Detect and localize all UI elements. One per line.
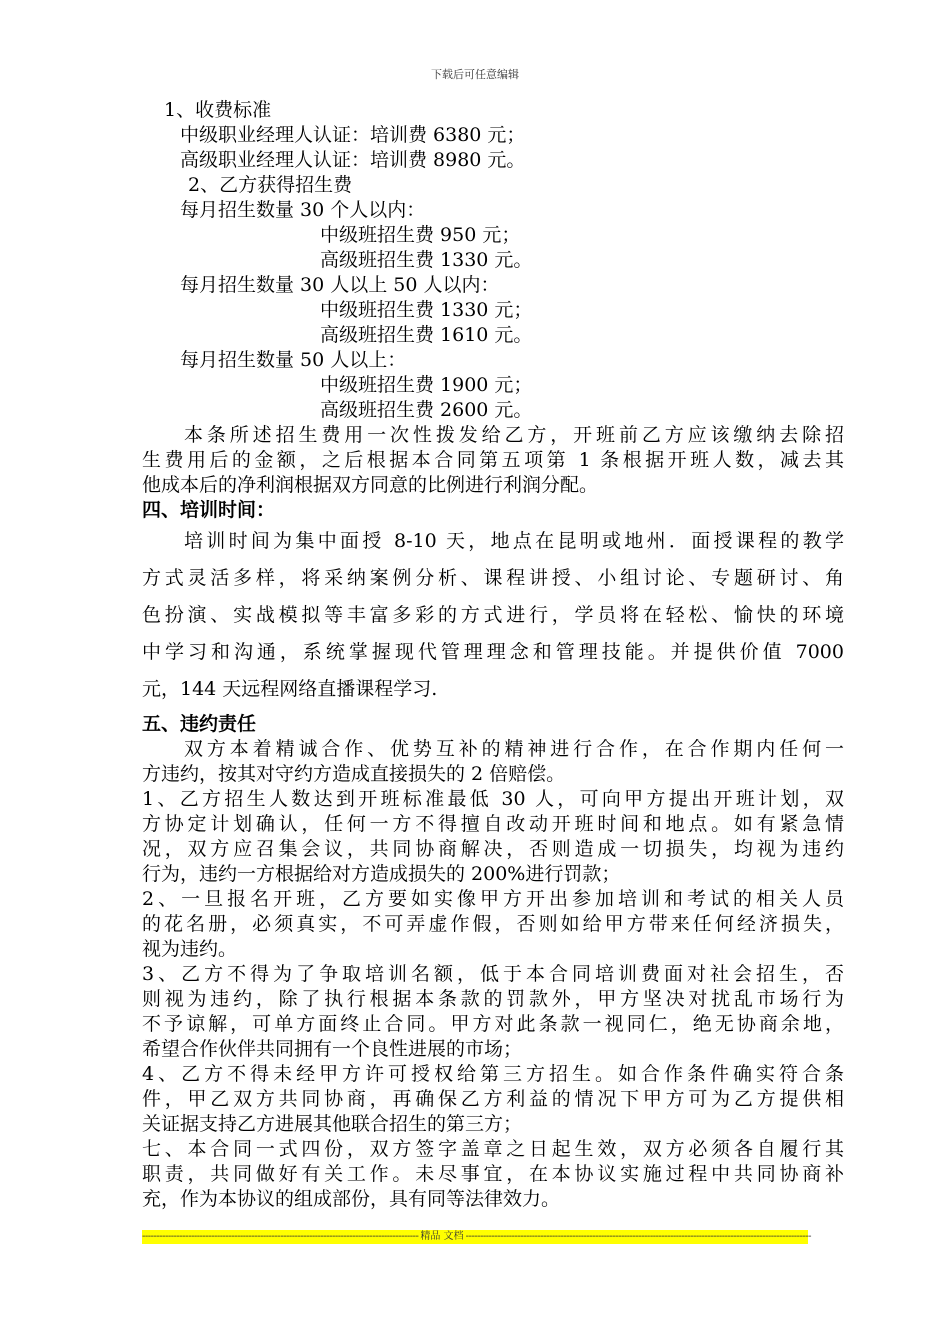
tier-fee-line: 中级班招生费 1330 元；: [320, 299, 533, 321]
clause-line: 则视为违约，除了执行根据本条款的罚款外，甲方坚决对扰乱市场行为: [142, 988, 844, 1010]
footer-label: 精品 文档: [420, 1231, 464, 1242]
section-enrollment-fee-heading: 2、乙方获得招生费: [188, 174, 353, 196]
tier-heading: 每月招生数量 50 人以上：: [180, 349, 407, 371]
tier-fee-line: 高级班招生费 1610 元。: [320, 324, 533, 346]
footer-dashes-right: ------------------------------------------------------------------------------------------------------------------------: [465, 1231, 812, 1242]
paragraph-line: 元，144 天远程网络直播课程学习.: [142, 678, 438, 700]
clause-line: 不予谅解，可单方面终止合同。甲方对此条款一视同仁，绝无协商余地，: [142, 1013, 844, 1035]
clause-line: 希望合作伙伴共同拥有一个良性进展的市场；: [142, 1038, 523, 1060]
tier-heading: 每月招生数量 30 个人以内：: [180, 199, 426, 221]
clause-line: 件，甲乙双方共同协商，再确保乙方利益的情况下甲方可为乙方提供相: [142, 1088, 844, 1110]
clause-line: 2、一旦报名开班，乙方要如实像甲方开出参加培训和考试的相关人员: [142, 888, 844, 910]
clause-line: 行为，违约一方根据给对方造成损失的 200%进行罚款；: [142, 863, 621, 885]
section-heading-breach: 五、违约责任: [142, 713, 257, 735]
page-header: 下载后可任意编辑: [431, 68, 519, 81]
document-body: [142, 98, 844, 1212]
clause-line: 的花名册，必须真实，不可弄虚作假，否则如给甲方带来任何经济损失，: [142, 913, 844, 935]
clause-line: 3、乙方不得为了争取培训名额，低于本合同培训费面对社会招生，否: [142, 963, 844, 985]
page-footer: [142, 1230, 812, 1244]
clause-line: 职责，共同做好有关工作。未尽事宜，在本协议实施过程中共同协商补: [142, 1163, 844, 1185]
tier-heading: 每月招生数量 30 人以上 50 人以内：: [180, 274, 500, 296]
tier-fee-line: 中级班招生费 950 元；: [320, 224, 521, 246]
section-heading-training-time: 四、培训时间：: [142, 499, 276, 521]
paragraph-line: 方违约，按其对守约方造成直接损失的 2 倍赔偿。: [142, 763, 566, 785]
footer-dashes-left: ------------------------------------------------------------------------------------------------: [142, 1231, 419, 1242]
clause-line: 方协定计划确认，任何一方不得擅自改动开班时间和地点。如有紧急情: [142, 813, 844, 835]
paragraph-line: 培训时间为集中面授 8-10 天，地点在昆明或地州．面授课程的教学: [184, 530, 844, 552]
section-fee-standard-heading: 1、收费标准: [164, 99, 272, 121]
paragraph-line: 他成本后的净利润根据双方同意的比例进行利润分配。: [142, 474, 599, 496]
clause-line: 1、乙方招生人数达到开班标准最低 30 人，可向甲方提出开班计划，双: [142, 788, 844, 810]
fee-line: 中级职业经理人认证：培训费 6380 元；: [180, 124, 526, 146]
fee-line: 高级职业经理人认证：培训费 8980 元。: [180, 149, 526, 171]
tier-fee-line: 高级班招生费 2600 元。: [320, 399, 533, 421]
clause-line: 关证据支持乙方进展其他联合招生的第三方；: [142, 1113, 523, 1135]
paragraph-line: 生费用后的金额，之后根据本合同第五项第 1 条根据开班人数，减去其: [142, 449, 844, 471]
tier-fee-line: 高级班招生费 1330 元。: [320, 249, 533, 271]
clause-line: 七、本合同一式四份，双方签字盖章之日起生效，双方必须各自履行其: [142, 1138, 844, 1160]
paragraph-line: 色扮演、实战模拟等丰富多彩的方式进行，学员将在轻松、愉快的环境: [142, 604, 844, 626]
paragraph-line: 双方本着精诚合作、优势互补的精神进行合作，在合作期内任何一: [184, 738, 844, 760]
paragraph-line: 本条所述招生费用一次性拨发给乙方，开班前乙方应该缴纳去除招: [184, 424, 844, 446]
clause-line: 况，双方应召集会议，共同协商解决，否则造成一切损失，均视为违约: [142, 838, 844, 860]
paragraph-line: 方式灵活多样，将采纳案例分析、课程讲授、小组讨论、专题研讨、角: [142, 567, 844, 589]
clause-line: 视为违约。: [142, 938, 238, 960]
paragraph-line: 中学习和沟通，系统掌握现代管理理念和管理技能。并提供价值 7000: [142, 641, 844, 663]
clause-line: 充，作为本协议的组成部份，具有同等法律效力。: [142, 1188, 561, 1210]
clause-line: 4、乙方不得未经甲方许可授权给第三方招生。如合作条件确实符合条: [142, 1063, 844, 1085]
tier-fee-line: 中级班招生费 1900 元；: [320, 374, 533, 396]
